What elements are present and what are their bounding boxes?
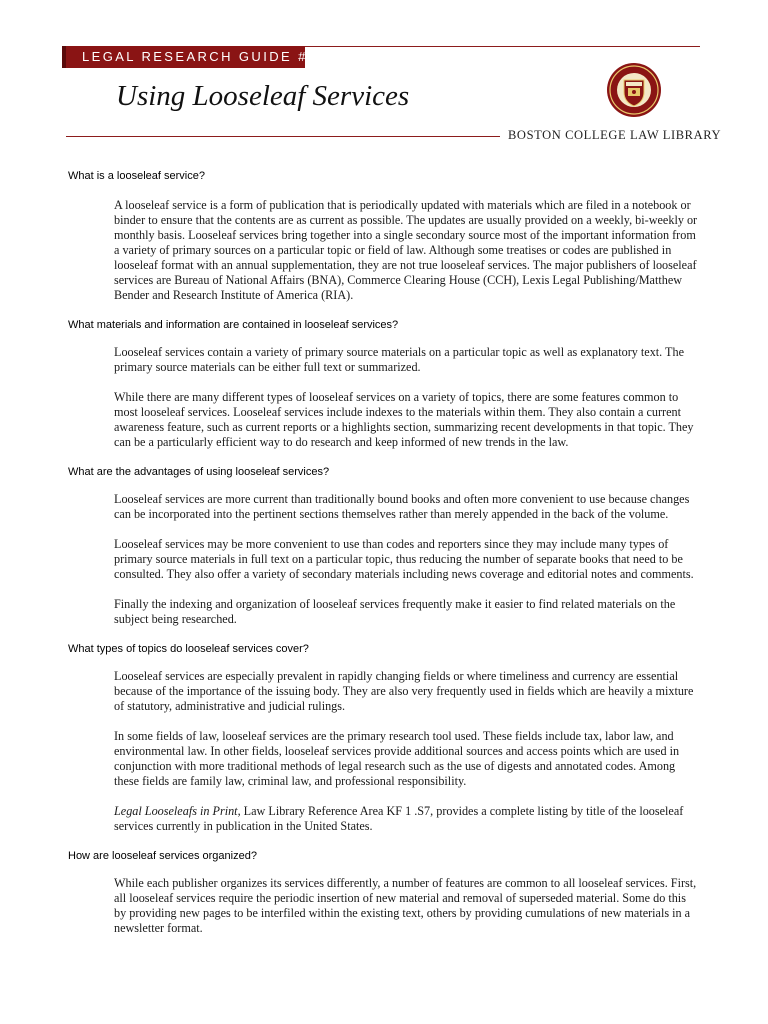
document-body <box>0 168 768 936</box>
paragraph: While each publisher organizes its services differently, a number of features are common to all looseleaf services. First, all looseleaf services require the periodic insertion of new material and removal of superseded material. Some do this by providing new pages to be interfiled within the existing text, others by providing cumulations of new materials in a newsletter format. <box>114 876 697 935</box>
section-question: What is a looseleaf service? <box>68 170 205 182</box>
paragraph: While there are many different types of looseleaf services on a variety of topics, there are some features common to most looseleaf services. Looseleaf services include indexes to the materials within them. They also contain a current awareness feature, such as current reports or a highlights section, summarizing recent developments in that topic. They can be a particularly efficient way to do research and keep informed of new trends in the law. <box>114 390 694 449</box>
citation-title: Legal Looseleafs in Print, <box>114 804 241 818</box>
paragraph: Finally the indexing and organization of looseleaf services frequently make it easier to find related materials on the subject being researched. <box>114 597 676 626</box>
guide-label-banner: LEGAL RESEARCH GUIDE #5 <box>62 46 305 68</box>
section-question: What materials and information are contained in looseleaf services? <box>68 319 399 331</box>
page-title: Using Looseleaf Services <box>116 80 410 112</box>
paragraph: Looseleaf services contain a variety of primary source materials on a particular topic as well as explanatory text. The primary source materials can be either full text or summarized. <box>114 345 684 374</box>
section-materials <box>0 317 768 450</box>
section-advantages <box>0 464 768 627</box>
section-question: What types of topics do looseleaf services cover? <box>68 643 309 655</box>
paragraph: Looseleaf services are especially prevalent in rapidly changing fields or where timeliness and currency are essential because of the importance of the issuing body. They are also very frequently used in fields which are heavily a mixture of statutory, administrative and judicial rulings. <box>114 669 694 713</box>
title-rule <box>66 136 500 137</box>
section-organization <box>0 848 768 936</box>
paragraph: A looseleaf service is a form of publication that is periodically updated with materials which are filed in a notebook or binder to ensure that the contents are as current as possible. The updates are usually provided on a weekly, bi-weekly or monthly basis. Looseleaf services bring together into a single secondary source most of the important information from a variety of primary sources on a particular topic or field of law. Although some treatises or codes are published in looseleaf format with an annual supplementation, they are not true looseleaf services. The major publishers of looseleaf services are Bureau of National Affairs (BNA), Commerce Clearing House (CCH), Lexis Legal Publishing/Matthew Bender and Research Institute of America (RIA). <box>114 198 698 302</box>
citation-text: Law Library Reference Area KF 1 .S7, provides a complete listing by title of the looseleaf services currently in publication in the United States. <box>114 804 684 833</box>
section-question: How are looseleaf services organized? <box>68 850 257 862</box>
paragraph: Looseleaf services are more current than traditionally bound books and often more convenient to use because changes can be incorporated into the pertinent sections themselves rather than merely appended in the back of the volume. <box>114 492 690 521</box>
library-name: BOSTON COLLEGE LAW LIBRARY <box>508 128 722 142</box>
boston-college-seal-icon <box>606 62 662 118</box>
paragraph: Looseleaf services may be more convenient to use than codes and reporters since they may include many types of primary source materials in full text on a particular topic, thus reducing the number of separate books that need to be consulted. They also offer a variety of secondary materials including news coverage and editorial notes and comments. <box>114 537 694 581</box>
section-topics <box>0 641 768 834</box>
header-rule <box>305 46 700 47</box>
citation-paragraph <box>114 804 700 834</box>
section-question: What are the advantages of using looseleaf services? <box>68 466 330 478</box>
paragraph: In some fields of law, looseleaf services are the primary research tool used. These fields include tax, labor law, and environmental law. In other fields, looseleaf services provide additional sources and access points which are used in conjunction with more traditional methods of legal research such as the use of digests and annotated codes. Among these fields are family law, criminal law, and professional responsibility. <box>114 729 680 788</box>
section-what-is <box>0 168 768 303</box>
